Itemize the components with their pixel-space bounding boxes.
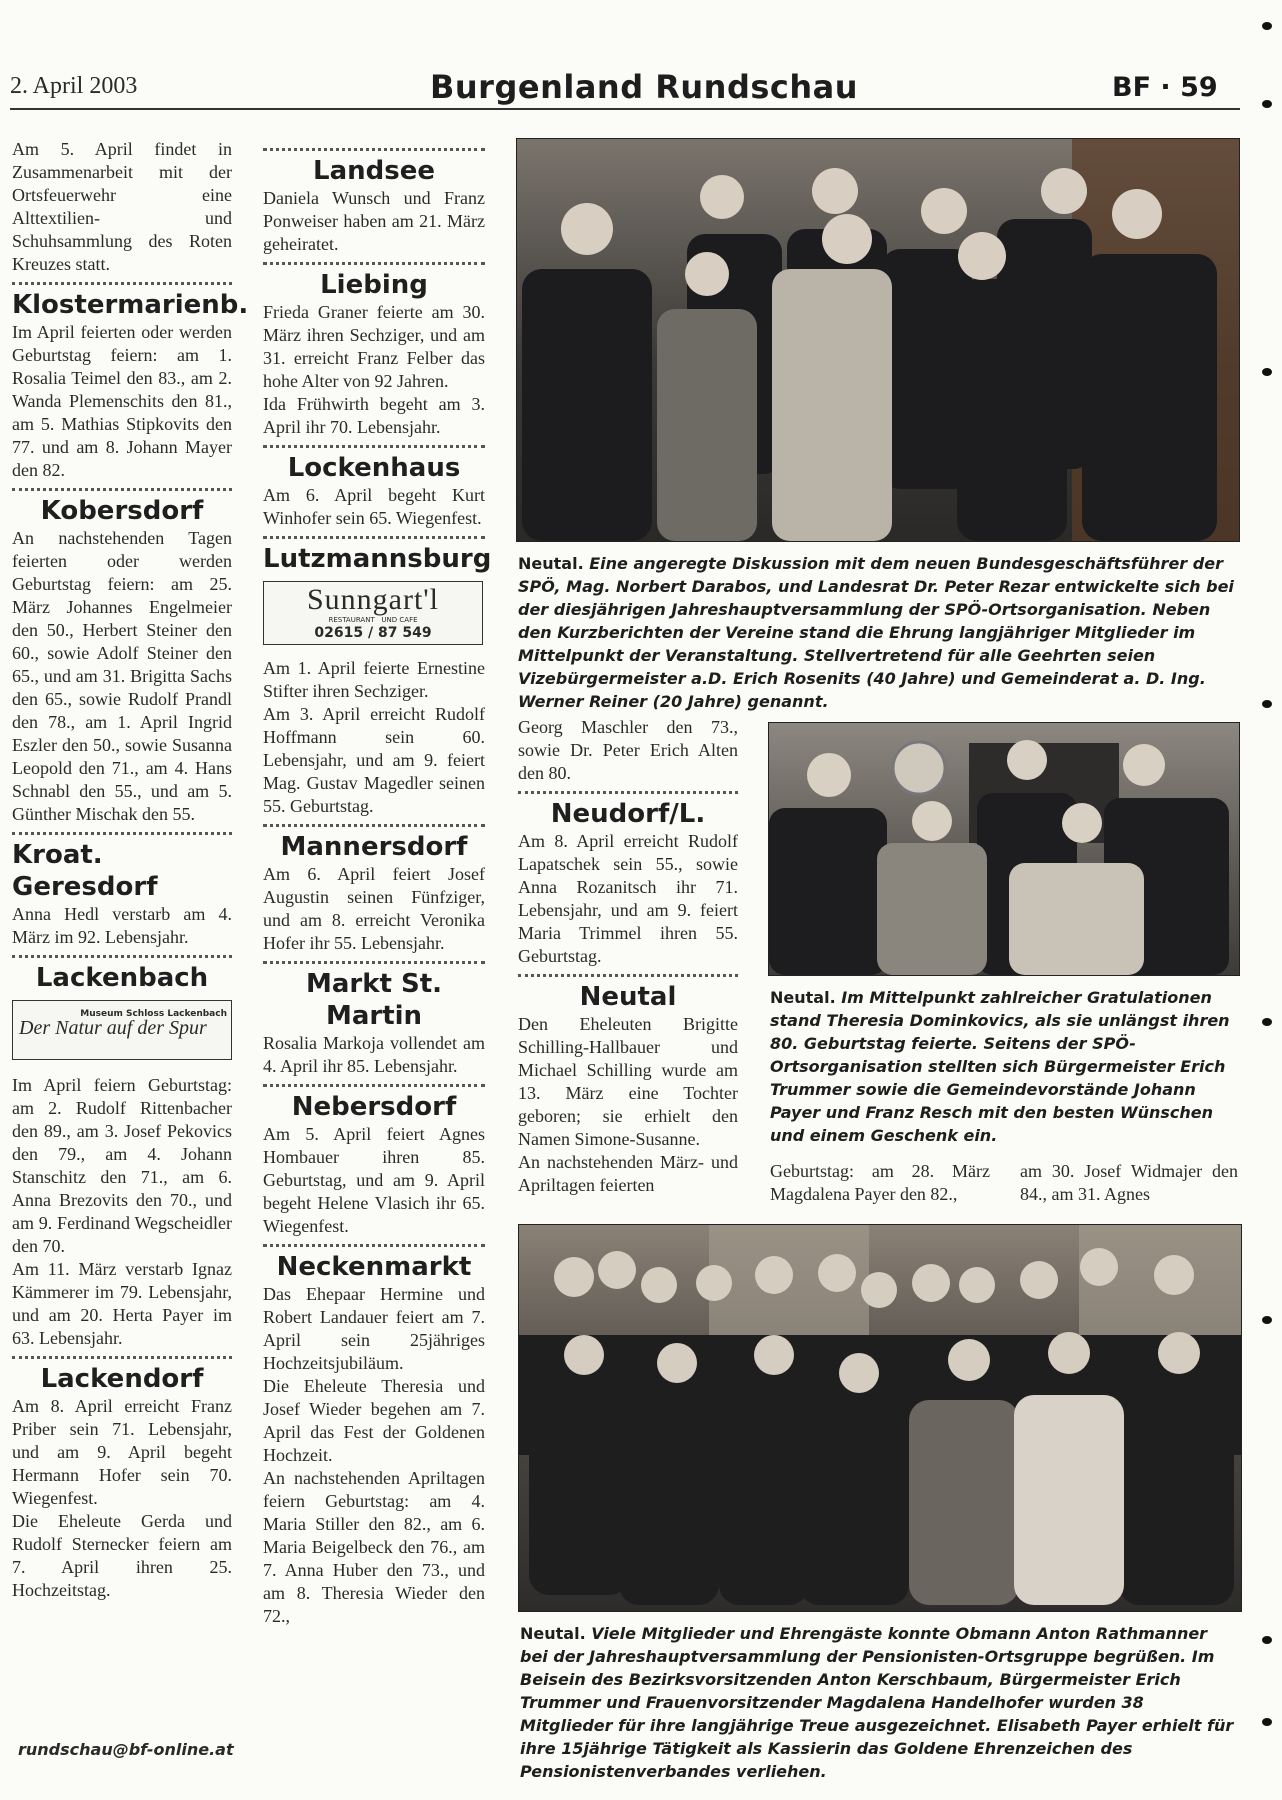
heading-lackendorf: Lackendorf (40, 1364, 204, 1394)
dotted-divider (12, 1356, 232, 1359)
text-lackenbach-birthdays: Im April feiern Geburtstag: am 2. Rudolf Rittenbacher den 89., am 3. Josef Pekovics den 79., am 4. Johann Stanschitz den 71., am 6. Anna Brezovits den 70., und am 9. Ferdinand Wegscheidler den 70. (12, 1075, 232, 1256)
dotted-divider (263, 148, 485, 151)
heading-nebersdorf: Nebersdorf (291, 1092, 457, 1122)
text-lackenbach-deaths: Am 11. März verstarb Ignaz Kämmerer im 79. Lebensjahr, und am 20. Herta Payer im 63. Lebensjahr. (12, 1259, 232, 1348)
heading-lackenbach: Lackenbach (35, 963, 209, 993)
photo-pensioners-figures (519, 1225, 1241, 1611)
scan-mark (1262, 1316, 1272, 1324)
dotted-divider (263, 1084, 485, 1087)
text-lutzmannsburg: Am 1. April feierte Ernestine Stifter ihren Sechziger. (263, 658, 485, 701)
text-lockenhaus: Am 6. April begeht Kurt Winhofer sein 65. Wiegenfest. (263, 485, 485, 528)
newspaper-title: Burgenland Rundschau (430, 68, 859, 106)
text-neutal-2: An nachstehenden März- und Apriltagen feierten (518, 1152, 738, 1195)
scan-mark (1262, 100, 1272, 108)
dotted-divider (12, 282, 232, 285)
dotted-divider (12, 955, 232, 958)
text-lutzmannsburg-2: Am 3. April erreicht Rudolf Hoffmann sein 60. Lebensjahr, und am 9. feiert Mag. Gustav Magedler seinen 55. Geburtstag. (263, 704, 485, 816)
scan-mark (1262, 1636, 1272, 1644)
text-continuation: Georg Maschler den 73., sowie Dr. Peter Erich Alten den 80. (518, 717, 738, 783)
scan-mark (1262, 368, 1272, 376)
text-lackendorf: Am 8. April erreicht Franz Priber sein 71. Lebensjahr, und am 9. April begeht Hermann Hofer sein 70. Wiegenfest. (12, 1396, 232, 1508)
text-landsee: Daniela Wunsch und Franz Ponweiser haben am 21. März geheiratet. (263, 188, 485, 254)
header-rule (10, 108, 1240, 110)
column-3 (518, 716, 738, 1197)
caption-photo-2 (770, 986, 1238, 1147)
advert-museum-lackenbach (12, 1000, 232, 1060)
scan-mark (1262, 1718, 1272, 1726)
dotted-divider (518, 974, 738, 977)
photo-birthday-dominkovics (768, 722, 1240, 976)
contact-email[interactable]: rundschau@bf-online.at (18, 1740, 234, 1759)
issue-date: 2. April 2003 (10, 73, 138, 99)
photo-pensioners-meeting (518, 1224, 1242, 1612)
caption-photo-1-text: Eine angeregte Diskussion mit dem neuen Bundesgeschäftsführer der SPÖ, Mag. Norbert Darabos, und Landesrat Dr. Peter Rezar entwickelte sich bei der diesjährigen Jahreshauptversammlung der SPÖ-Ortsorganisation. Neben den Kurzberichten der Vereine stand die Ehrung langjähriger Mitglieder im Mittelpunkt der Veranstaltung. Stellvertretend für alle Geehrten seien Vizebürgermeister a.D. Erich Rosenits (40 Jahre) und Gemeinderat a. D. Ing. Werner Reiner (20 Jahre) genannt. (518, 554, 1234, 711)
column-1 (12, 138, 249, 1602)
photo-birthday-figures (769, 723, 1239, 975)
text-nebersdorf: Am 5. April feiert Agnes Hombauer ihren 85. Geburtstag, und am 9. April begeht Helene Vlasich ihr 65. Wiegenfest. (263, 1124, 485, 1236)
heading-kobersdorf: Kobersdorf (40, 496, 204, 526)
dotted-divider (263, 262, 485, 265)
text-neutal-1: Den Eheleuten Brigitte Schilling-Hallbauer und Michael Schilling wurde am 13. März eine Tochter geboren; sie erhielt den Namen Simone-Susanne. (518, 1014, 738, 1149)
scan-mark (1262, 1018, 1272, 1026)
column-5 (1020, 1160, 1238, 1206)
intro-text: Am 5. April findet in Zusammenarbeit mit der Ortsfeuerwehr eine Alttextilien- und Schuhsammlung des Roten Kreuzes statt. (12, 139, 232, 274)
heading-landsee: Landsee (313, 156, 435, 186)
heading-neudorf: Neudorf/L. (550, 799, 706, 829)
dotted-divider (12, 832, 232, 835)
text-neckenmarkt-3: An nachstehenden Apriltagen feiern Geburtstag: am 4. Maria Stiller den 82., am 6. Maria Beigelbeck den 76., am 7. Anna Huber den 73., und am 8. Theresia Wieder den 72., (263, 1468, 485, 1626)
text-neutal-birthdays-1: Geburtstag: am 28. März Magdalena Payer den 82., (770, 1161, 990, 1204)
caption-photo-3 (520, 1622, 1240, 1783)
text-klostermarienberg: Im April feierten oder werden Geburtstag feiern: am 1. Rosalia Teimel den 83., am 2. Wanda Plemenschits den 81., am 5. Mathias Stipkovits den 77. und am 8. Johann Mayer den 82. (12, 322, 232, 480)
text-neckenmarkt-1: Das Ehepaar Hermine und Robert Landauer feiert am 7. April sein 25jähriges Hochzeitsjubiläum. (263, 1284, 485, 1373)
photo-spo-meeting-figures (517, 139, 1239, 541)
dotted-divider (518, 791, 738, 794)
text-liebing: Frieda Graner feierte am 30. März ihren Sechziger, und am 31. erreicht Franz Felber das hohe Alter von 92 Jahren. (263, 302, 485, 391)
text-liebing-2: Ida Frühwirth begeht am 3. April ihr 70. Lebensjahr. (263, 394, 485, 437)
advert-brand: Der Natur auf der Spur (19, 1017, 207, 1039)
advert-sunngartl-name: Sunngart'l (306, 583, 440, 616)
caption-photo-2-text: Im Mittelpunkt zahlreicher Gratulationen stand Theresia Dominkovics, als sie unlängst ihren 80. Geburtstag feierte. Seitens der SPÖ-Ortsorganisation stellten sich Bürgermeister Erich Trummer sowie die Gemeindevorstände Johann Payer und Franz Resch mit den besten Wünschen und einem Geschenk ein. (770, 988, 1230, 1145)
advert-sunngartl (263, 581, 483, 645)
caption-photo-2-location: Neutal. (770, 988, 836, 1007)
heading-mannersdorf: Mannersdorf (280, 832, 468, 862)
photo-spo-meeting (516, 138, 1240, 542)
dotted-divider (263, 824, 485, 827)
text-kobersdorf: An nachstehenden Tagen feierten oder werden Geburtstag feiern: am 25. März Johannes Engelmeier den 50., Herbert Steiner den 60., sowie Adolf Steiner den 65., und am 31. Brigitta Sachs den 65., sowie Rudolf Prandl den 78., am 1. April Ingrid Eszler den 50., sowie Susanna Leopold den 71., am 4. Hans Schnabl den 55., und am 5. Günther Mischak den 55. (12, 528, 232, 824)
page-number: BF · 59 (1112, 72, 1218, 103)
heading-klostermarienberg: Klostermarienb. (12, 290, 249, 320)
text-mannersdorf: Am 6. April feiert Josef Augustin seinen Fünfziger, und am 8. erreicht Veronika Hofer ihr 55. Lebensjahr. (263, 864, 485, 953)
heading-neutal: Neutal (579, 982, 677, 1012)
heading-kroat-geresdorf: Kroat. Geresdorf (12, 840, 158, 902)
text-markt-st-martin: Rosalia Markoja vollendet am 4. April ihr 85. Lebensjahr. (263, 1033, 485, 1076)
dotted-divider (12, 488, 232, 491)
text-lackendorf-anniversary: Die Eheleute Gerda und Rudolf Sternecker feiern am 7. April ihren 25. Hochzeitstag. (12, 1511, 232, 1600)
scan-mark (1262, 22, 1272, 30)
dotted-divider (263, 1244, 485, 1247)
dotted-divider (263, 536, 485, 539)
column-4 (770, 1160, 990, 1206)
heading-markt-st-martin: Markt St. Martin (305, 969, 443, 1031)
heading-neckenmarkt: Neckenmarkt (276, 1252, 472, 1282)
column-2 (263, 142, 492, 1628)
advert-sunngartl-phone: 02615 / 87 549 (314, 625, 432, 641)
scan-mark (1262, 700, 1272, 708)
advert-museum-name: Museum Schloss Lackenbach (80, 1009, 227, 1019)
heading-lockenhaus: Lockenhaus (287, 453, 461, 483)
caption-photo-1-location: Neutal. (518, 554, 584, 573)
heading-lutzmannsburg: Lutzmannsburg (263, 544, 492, 574)
text-kroat-geresdorf: Anna Hedl verstarb am 4. März im 92. Lebensjahr. (12, 904, 232, 947)
caption-photo-3-location: Neutal. (520, 1624, 586, 1643)
dotted-divider (263, 445, 485, 448)
caption-photo-1 (518, 552, 1238, 713)
text-neudorf: Am 8. April erreicht Rudolf Lapatschek sein 55., sowie Anna Rozanitsch ihr 71. Lebensjahr, und am 9. feiert Maria Trimmel ihren 55. Geburtstag. (518, 831, 738, 966)
advert-sunngartl-sub: RESTAURANT UND CAFE (328, 616, 418, 624)
text-neckenmarkt-2: Die Eheleute Theresia und Josef Wieder begehen am 7. April das Fest der Goldenen Hochzeit. (263, 1376, 485, 1465)
heading-liebing: Liebing (320, 270, 428, 300)
dotted-divider (263, 961, 485, 964)
caption-photo-3-text: Viele Mitglieder und Ehrengäste konnte Obmann Anton Rathmanner bei der Jahreshauptversammlung der Pensionisten-Ortsgruppe begrüßen. Im Beisein des Bezirksvorsitzenden Anton Kerschbaum, Bürgermeister Erich Trummer und Frauenvorsitzender Magdalena Handelhofer wurden 38 Mitglieder für ihre langjährige Treue ausgezeichnet. Elisabeth Payer erhielt für ihre 15jährige Tätigkeit als Kassierin das Goldene Ehrenzeichen des Pensionistenverbandes verliehen. (520, 1624, 1234, 1781)
text-neutal-birthdays-2: am 30. Josef Widmajer den 84., am 31. Agnes (1020, 1161, 1238, 1204)
